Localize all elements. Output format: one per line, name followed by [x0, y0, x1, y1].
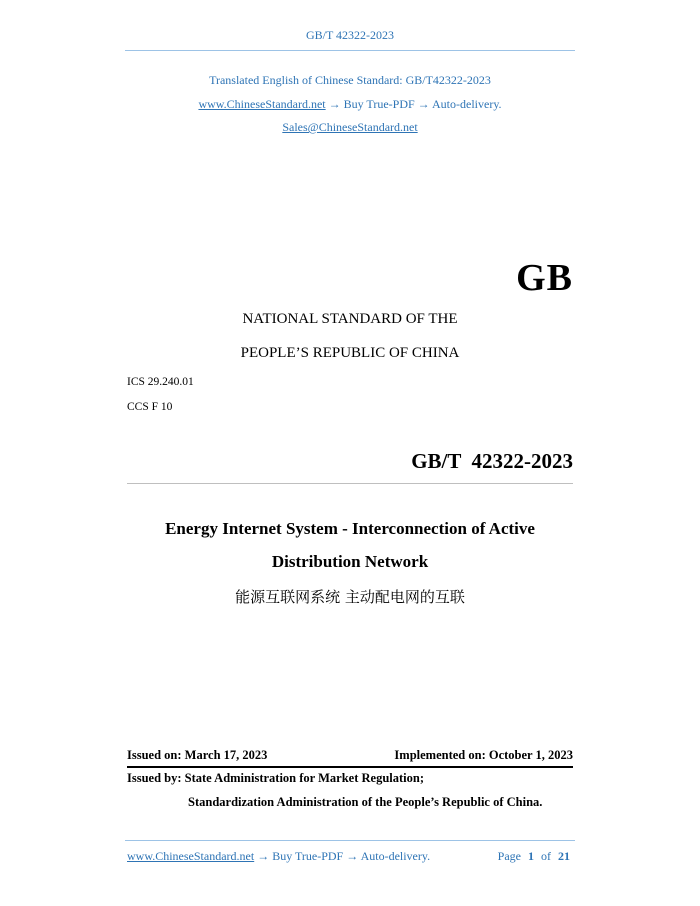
page-indicator: [498, 849, 570, 864]
title-line1: Energy Internet System - Interconnection of Active: [165, 519, 535, 538]
implemented-on: Implemented on: October 1, 2023: [394, 748, 573, 762]
title-chinese: 能源互联网系统 主动配电网的互联: [235, 588, 465, 606]
header-divider: [125, 50, 575, 51]
standard-number: GB/T 42322-2023: [411, 449, 573, 473]
ccs-code: CCS F 10: [127, 401, 173, 413]
ics-code: ICS 29.240.01: [127, 376, 194, 388]
header-doc-id: GB/T 42322-2023: [305, 28, 395, 42]
promo-links: [0, 97, 700, 112]
gb-logo: GB: [516, 257, 573, 299]
national-standard-line1: NATIONAL STANDARD OF THE: [242, 311, 458, 327]
promo-line: Translated English of Chinese Standard: GB/T42322-2023: [209, 73, 491, 87]
national-standard-line2: PEOPLE’S REPUBLIC OF CHINA: [240, 345, 460, 361]
issued-on: Issued on: March 17, 2023: [127, 748, 268, 762]
footer-divider: [125, 840, 575, 841]
page-label: Page: [497, 849, 521, 863]
site-link[interactable]: www.ChineseStandard.net: [198, 97, 326, 111]
footer-links: [127, 849, 430, 864]
issued-by-line2: Standardization Administration of the People’s Republic of China.: [188, 795, 543, 809]
promo-email-row: [0, 120, 700, 135]
page-total: 21: [558, 849, 570, 863]
issued-by-line1: Issued by: State Administration for Market Regulation;: [127, 771, 424, 785]
footer-site-link[interactable]: www.ChineseStandard.net: [127, 849, 255, 863]
title-line2: Distribution Network: [271, 552, 429, 571]
standard-number-divider: [127, 483, 573, 484]
page-current: 1: [528, 849, 534, 863]
footer-buy-text: → Buy True-PDF → Auto-delivery.: [257, 849, 431, 863]
page-of: of: [541, 849, 551, 863]
email-link[interactable]: Sales@ChineseStandard.net: [282, 120, 418, 134]
issued-divider: [127, 766, 573, 768]
buy-text: → Buy True-PDF → Auto-delivery.: [328, 97, 502, 111]
